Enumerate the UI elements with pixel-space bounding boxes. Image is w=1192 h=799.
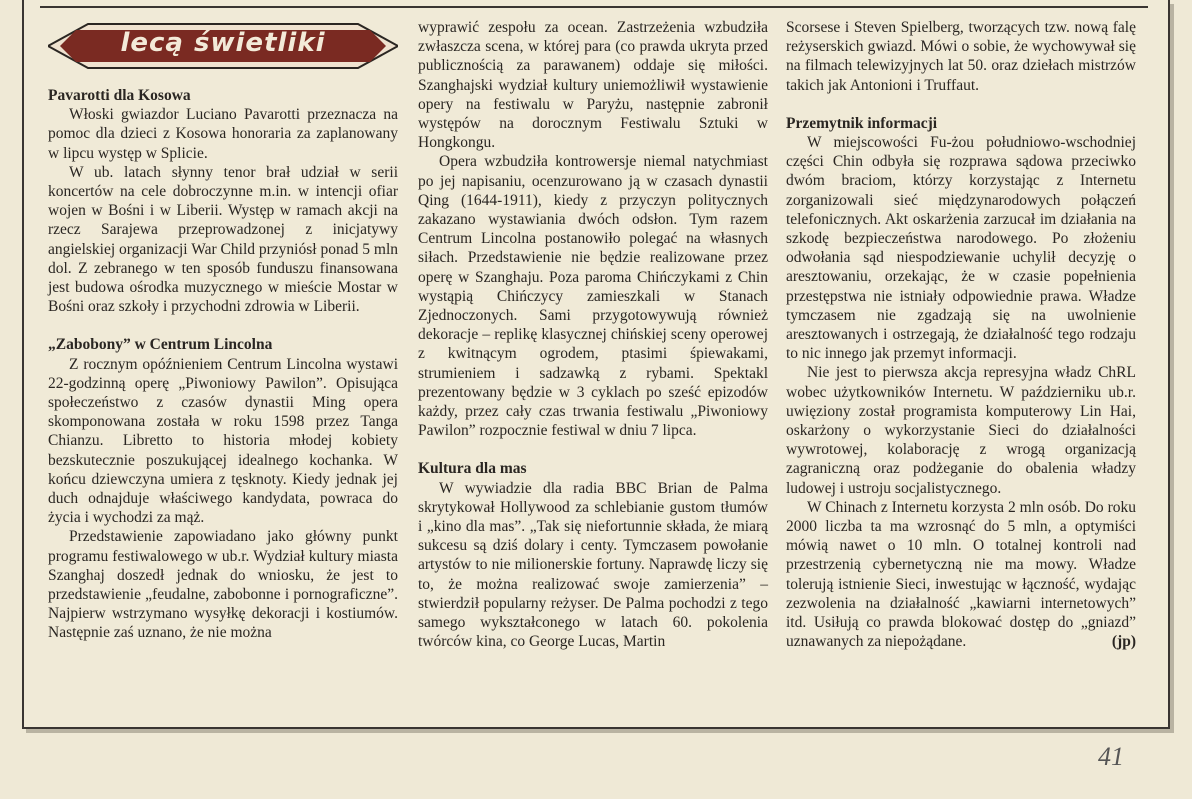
paragraph: Nie jest to pierwsza akcja represyjna władz ChRL wobec użytkowników Internetu. W październiku ub.r. uwięziony został programista komputerowy Lin Hai, oskarżony o wykorzystanie Sieci do działalności wywrotowej, kolaborację z wrogą organizacją zagraniczną oraz podżeganie do obalenia władzy ludowej i ustroju socjalistycznego. (786, 364, 1136, 497)
top-rule (40, 6, 1148, 8)
headline-pavarotti: Pavarotti dla Kosowa (48, 87, 191, 104)
paragraph: wyprawić zespołu za ocean. Zastrzeżenia wzbudziła zwłaszcza scena, w której para (co prawda ukryta przed publicznością za parawanem) oddaje się miłości. Szanghajski wydział kultury uniemożliwił wystawienie opery na festiwalu w Paryżu, następnie zabronił występów na dorocznym Festiwalu Sztuki w Hongkongu. (418, 19, 768, 152)
paragraph: Z rocznym opóźnieniem Centrum Lincolna wystawi 22-godzinną operę „Piwoniowy Pawilon”. Opisująca społeczeństwo z czasów dynastii Ming opera skomponowana została w roku 1598 przez Tanga Chianzu. Libretto to historia młodej kobiety bezskutecznie poszukującej idealnego kochanka. W końcu dziewczyna umiera z tęsknoty. Kiedy jednak jej duch odnajduje właściwego kandydata, powraca do życia i wychodzi za mąż. (48, 355, 398, 527)
headline-zabobony: „Zabobony” w Centrum Lincolna (48, 336, 273, 354)
paragraph-text: W Chinach z Internetu korzysta 2 mln osób. Do roku 2000 liczba ta ma wzrosnąć do 5 mln, a optymiści mówią nawet o 10 mln. O totalnej kontroli nad przestrzenią cybernetyczną nie ma mowy. Władze tolerują istnienie Sieci, inwestując w łączność, wydając zezwolenia na działalność „kawiarni internetowych” itd. Usiłują co prawda blokować dostęp do „gniazd” uznawanych za niepożądane. (786, 498, 1136, 651)
column-1 (48, 86, 398, 643)
paragraph: W miejscowości Fu-żou południowo-wschodniej części Chin odbyła się rozprawa sądowa przeciwko dwóm braciom, którzy korzystając z Internetu zorganizowali sieć międzynarodowych połączeń telefonicznych. Akt oskarżenia zarzucał im działania na szkodę bezpieczeństwa narodowego. Po złożeniu odwołania sąd niespodziewanie uchylił decyzję o aresztowaniu, orzekając, że w czasie popełnienia przestępstwa nie istniały odpowiednie prawa. Władze tymczasem nie zgadzają się na uwolnienie aresztowanych i ostrzegają, że działalność tego rodzaju to nic innego jak przemyt informacji. (786, 134, 1136, 363)
paragraph (786, 498, 1136, 652)
paragraph: Przedstawienie zapowiadano jako główny punkt programu festiwalowego w ub.r. Wydział kultury miasta Szanghaj doszedł jednak do wniosku, że jest to przedstawienie „feudalne, zabobonne i pornograficzne”. Najpierw wstrzymano wysyłkę dekoracji i kostiumów. Następnie zaś uznano, że nie można (48, 528, 398, 642)
author-signature: (jp) (1111, 633, 1136, 651)
column-2 (418, 18, 768, 652)
paragraph: Opera wzbudziła kontrowersje niemal natychmiast po jej napisaniu, ocenzurowano ją w czasach dynastii Qing (1644-1911), kiedy z przyczyn politycznych zakazano wystawiania dwóch odsłon. Tym razem Centrum Lincolna postanowiło polegać na własnych siłach. Przedstawienie nie będzie realizowane przez operę w Szanghaju. Poza paroma Chińczykami z Chin wystąpią Chińczycy zamieszkali w Stanach Zjednoczonych. Sami przygotowywują również dekoracje – replikę klasycznej chińskiej sceny operowej z kwitnącym ogrodem, ptasimi śpiewakami, strumieniem i sadzawką z rybami. Spektakl prezentowany będzie w 3 cyklach po sześć epizodów każdy, przez cały czas trwania festiwalu „Piwoniowy Pawilon” rozpocznie festiwal w dniu 7 lipca. (418, 153, 768, 440)
paragraph: W wywiadzie dla radia BBC Brian de Palma skrytykował Hollywood za schlebianie gustom tłumów i „kino dla mas”. „Tak się niefortunnie składa, że miarą sukcesu są dziś dolary i centy. Tymczasem powołanie artystów to nie milionerskie fortuny. Naprawdę liczy się to, że można realizować swoje zamierzenia” – stwierdził popularny reżyser. De Palma pochodzi z tego samego wykształconego w latach 60. pokolenia twórców kina, co George Lucas, Martin (418, 479, 768, 651)
paragraph: Scorsese i Steven Spielberg, tworzących tzw. nową falę reżyserskich gwiazd. Mówi o sobie, że wychowywał się na filmach telewizyjnych lat 50. oraz dziełach mistrzów takich jak Antonioni i Truffaut. (786, 19, 1136, 94)
paragraph: Włoski gwiazdor Luciano Pavarotti przeznacza na pomoc dla dzieci z Kosowa honoraria za zaplanowany w lipcu występ w Splicie. (48, 106, 398, 162)
section-banner (48, 20, 398, 72)
banner-title: lecą świetliki (120, 28, 326, 58)
column-3 (786, 18, 1136, 652)
paragraph: W ub. latach słynny tenor brał udział w serii koncertów na cele dobroczynne m.in. w intencji ofiar wojen w Bośni i w Liberii. Występ w ramach akcji na rzecz Sarajewa przeprowadzonej z inicjatywy angielskiej organizacji War Child przyniósł ponad 5 mln dol. Z zebranego w ten sposób funduszu finansowana jest budowa ośrodka muzycznego w mieście Mostar w Bośni oraz szkoły i przychodni zdrowia w Liberii. (48, 163, 398, 316)
headline-kultura: Kultura dla mas (418, 460, 527, 478)
page-number: 41 (1098, 742, 1124, 771)
headline-przemytnik: Przemytnik informacji (786, 114, 938, 132)
